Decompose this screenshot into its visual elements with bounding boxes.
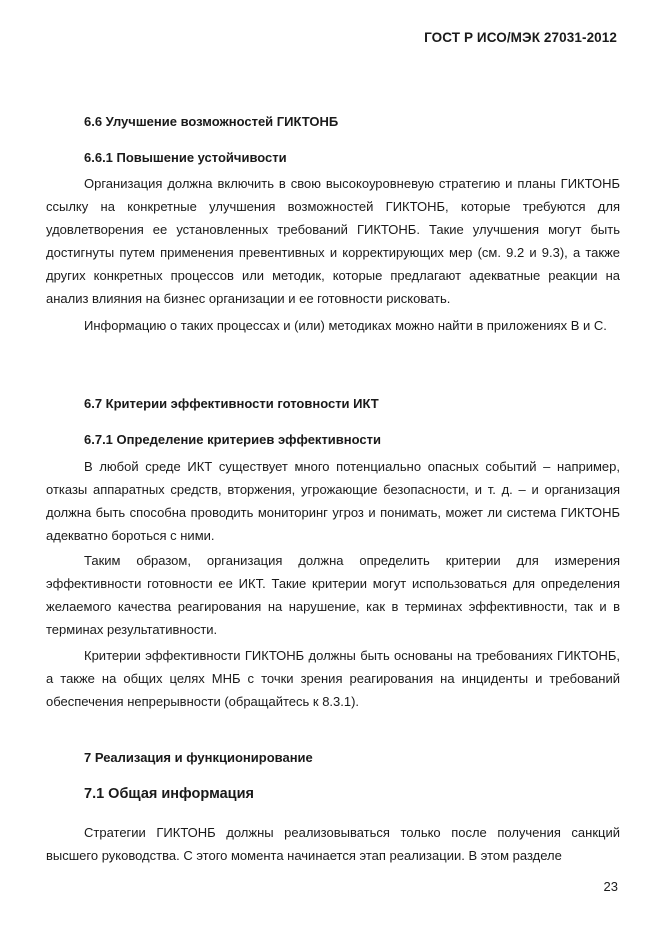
section-6-7-1-paragraph-1: В любой среде ИКТ существует много потенциально опасных событий – например, отказы аппаратных средств, вторжения, угрожающие безопасности, и т. д. – и организация должна быть способна проводить мониторинг угроз и понимать, может ли система ГИКТОНБ адекватно бороться с ними. (46, 459, 620, 543)
section-6-7-heading: 6.7 Критерии эффективности готовности ИКТ (84, 396, 379, 411)
section-6-6-heading: 6.6 Улучшение возможностей ГИКТОНБ (84, 114, 339, 129)
page-number: 23 (603, 879, 618, 894)
section-7-1-paragraph-1: Стратегии ГИКТОНБ должны реализовываться только после получения санкций высшего руководства. С этого момента начинается этап реализации. В этом разделе (46, 825, 620, 863)
section-6-6-1-paragraph-2: Информацию о таких процессах и (или) методиках можно найти в приложениях В и С. (84, 318, 607, 333)
section-6-6-1-paragraph-1: Организация должна включить в свою высокоуровневую стратегию и планы ГИКТОНБ ссылку на конкретные улучшения возможностей ГИКТОНБ, которые требуются для удовлетворения ее установленных требований ГИКТОНБ. Такие улучшения могут быть достигнуты путем применения превентивных и корректирующих мер (см. 9.2 и 9.3), а также других конкретных процессов или методик, которые предлагают адекватные реакции на анализ влияния на бизнес организации и ее готовности рисковать. (46, 176, 620, 306)
section-7-1-heading: 7.1 Общая информация (84, 786, 254, 802)
section-6-7-1-heading: 6.7.1 Определение критериев эффективности (84, 432, 382, 447)
section-6-6-1-heading: 6.6.1 Повышение устойчивости (84, 150, 287, 165)
document-header: ГОСТ Р ИСО/МЭК 27031-2012 (424, 30, 617, 45)
section-6-7-1-paragraph-3: Критерии эффективности ГИКТОНБ должны быть основаны на требованиях ГИКТОНБ, а также на общих целях МНБ с точки зрения реагирования на инциденты и требований обеспечения непрерывности (обращайтесь к 8.3.1). (46, 648, 620, 709)
section-7-heading: 7 Реализация и функционирование (84, 750, 313, 765)
section-6-7-1-paragraph-2: Таким образом, организация должна определить критерии для измерения эффективности готовности ее ИКТ. Такие критерии могут использоваться для определения желаемого качества реагирования на нарушение, как в терминах эффективности, так и в терминах результативности. (46, 553, 620, 637)
